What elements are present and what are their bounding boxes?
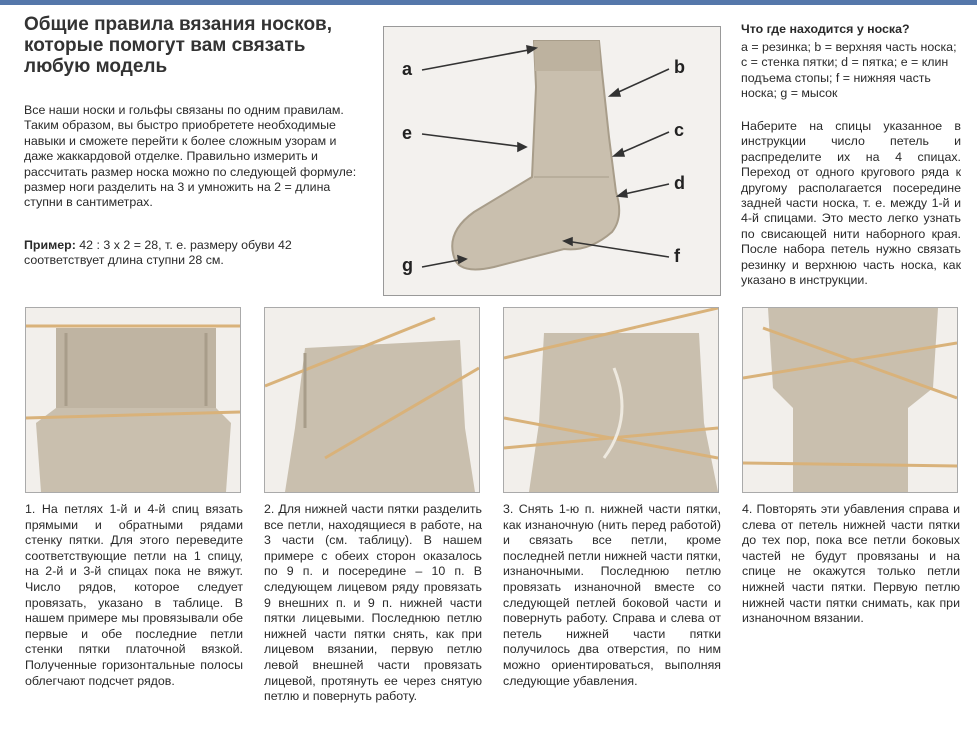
step-2-text: 2. Для нижней части пятки разделить все петли, находящиеся в работе, на 3 части (см. таблицу). В нашем примере с обеих сторон оказалось по 9 п. и посередине – 10 п. В следующем лицевом ряду провязать 9 внешних п. и 9 п. нижней части пятки лицевыми. Последнюю петлю нижней части пятки снять, как при лицевом вязании, первую петлю левой внешней части провязать лицевой, протянуть ее через снятую петлю и повернуть работу. <box>264 502 482 704</box>
parts-definitions: a = резинка; b = верхняя часть носка; c = стенка пятки; d = пятка; e = клин подъема стопы; f = нижняя часть носка; g = мысок <box>741 40 957 101</box>
parts-question: Что где находится у носка? <box>741 22 910 36</box>
label-c: c <box>674 120 685 140</box>
step-3-illustration <box>504 308 718 492</box>
example-paragraph <box>24 238 369 269</box>
label-b: b <box>674 57 685 77</box>
step-4-text: 4. Повторять эти убавления справа и слева от петель нижней части пятки до тех пор, пока все петли боковых частей не будут провязаны и на спице не окажутся только петли нижней части пятки. Первую петлю нижней части пятки снимать, как при изнаночном вязании. <box>742 502 960 626</box>
label-f: f <box>674 246 680 266</box>
step-1-text: 1. На петлях 1-й и 4-й спиц вязать прямыми и обратными рядами стенку пятки. Для этого переведите соответствующие петли на 1 спицу, на 2-й и 3-й спицах пока не вяжут. Число рядов, которое следует провязать, указано в таблице. В нашем примере мы провязывали обе первые и обе последние петли стенки пятки платочной вязкой. Полученные горизонтальные полосы облегчают подсчет рядов. <box>25 502 243 688</box>
step-1-illustration <box>26 308 240 492</box>
example-text: 42 : 3 х 2 = 28, т. е. размеру обуви 42 соответствует длина ступни 28 см. <box>24 238 292 268</box>
label-a: a <box>402 59 413 79</box>
top-accent-bar <box>0 0 977 5</box>
step-1-photo <box>25 307 241 493</box>
intro-paragraph: Все наши носки и гольфы связаны по одним правилам. Таким образом, вы быстро приобретете необходимые навыки и сможете перейти к более сложным узорам и даже жаккардовой отделке. Правильно измерить и рассчитать размер носка можно по следующей формуле: размер ноги разделить на 3 и умножить на 2 = длина ступни в сантиметрах. <box>24 103 357 210</box>
step-4-illustration <box>743 308 957 492</box>
label-e: e <box>402 123 413 143</box>
step-4-photo <box>742 307 958 493</box>
cast-on-paragraph: Наберите на спицы указанное в инструкции число петель и распределите их на 4 спицах. Переход от одного кругового ряда к другому располагается посередине задней части носка, т. е. между 1-й и 4-й спицами. Это место легко узнать по свисающей нити наборного края. После набора петель нужно связать резинку и верхнюю часть носка, как указано в инструкции. <box>741 119 961 288</box>
label-d: d <box>674 173 685 193</box>
step-3-text: 3. Снять 1-ю п. нижней части пятки, как изнаночную (нить перед работой) и связать все петли, кроме последней петли нижней части пятки, изнаночными. Последнюю петлю провязать изнаночной вместе со следующей петлей боковой части и повернуть работу. Справа и слева от петель нижней части пятки получилось два отверстия, по ним можно ориентироваться, выполняя следующие убавления. <box>503 502 721 688</box>
sock-illustration <box>384 27 720 295</box>
label-g: g <box>402 255 413 275</box>
step-2-photo <box>264 307 480 493</box>
step-2-illustration <box>265 308 479 492</box>
sock-diagram <box>383 26 721 296</box>
step-3-photo <box>503 307 719 493</box>
page-title: Общие правила вязания носков, которые помогут вам связать любую модель <box>24 14 333 77</box>
example-label: Пример: <box>24 238 76 252</box>
